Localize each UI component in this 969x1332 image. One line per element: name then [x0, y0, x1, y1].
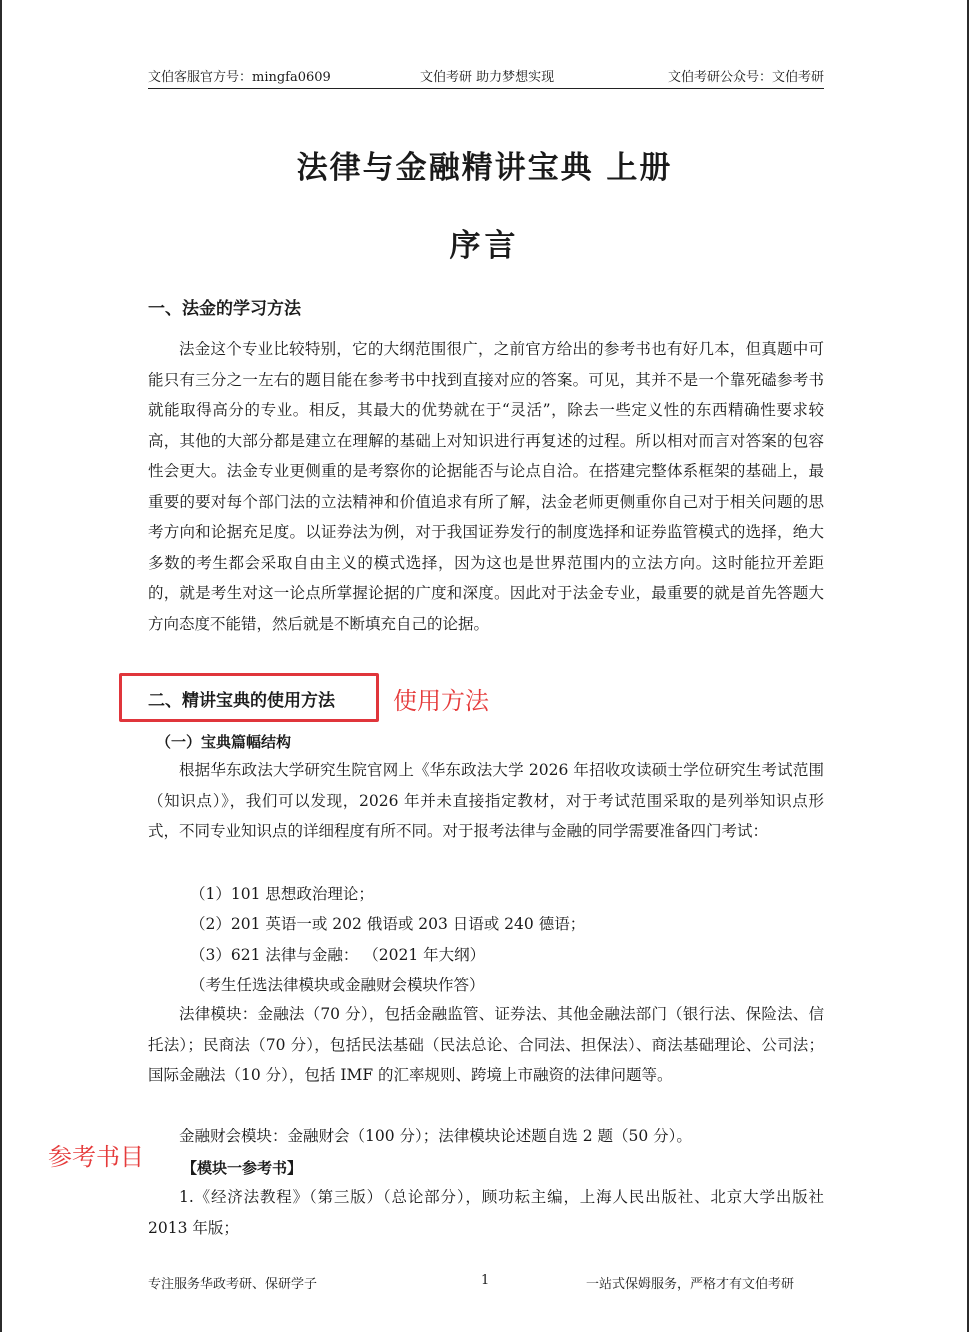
- header-center-text: 文伯考研 助力梦想实现: [420, 70, 555, 85]
- module-note: （考生任选法律模块或金融财会模块作答）: [190, 976, 485, 994]
- exam-item: （2）201 英语一或 202 俄语或 203 日语或 240 德语；: [190, 915, 586, 933]
- section1-heading: 一、法金的学习方法: [148, 299, 301, 319]
- subsection-heading: （一）宝典篇幅结构: [156, 733, 292, 751]
- exam-item: （1）101 思想政治理论；: [190, 885, 374, 903]
- finance-module-text: 金融财会模块：金融财会（100 分）；法律模块论述题自选 2 题（50 分）。: [179, 1127, 692, 1145]
- page-left-border: [0, 0, 2, 1332]
- section2-para1: 根据华东政法大学研究生院官网上《华东政法大学 2026 年招收攻读硕士学位研究生考试范围（知识点）》，我们可以发现，2026 年并未直接指定教材，对于考试范围采取的是列举知识点形式，不同专业知识点的详细程度有所不同。对于报考法律与金融的同学需要准备四门考试：: [148, 761, 824, 840]
- page-header: [148, 64, 824, 89]
- page-number: 1: [481, 1273, 490, 1288]
- section1-body: 法金这个专业比较特别，它的大纲范围很广，之前官方给出的参考书也有好几本，但真题中可能只有三分之一左右的题目能在参考书中找到直接对应的答案。可见，其并不是一个靠死磕参考书就能取得高分的专业。相反，其最大的优势就在于“灵活”，除去一些定义性的东西精确性要求较高，其他的大部分都是建立在理解的基础上对知识进行再复述的过程。所以相对而言对答案的包容性会更大。法金专业更侧重的是考察你的论据能否与论点自洽。在搭建完整体系框架的基础上，最重要的要对每个部门法的立法精神和价值追求有所了解，法金老师更侧重你自己对于相关问题的思考方向和论据充足度。以证券法为例，对于我国证券发行的制度选择和证券监管模式的选择，绝大多数的考生都会采取自由主义的模式选择，因为这也是世界范围内的立法方向。这时能拉开差距的，就是考生对这一论点所掌握论据的广度和深度。因此对于法金专业，最重要的就是首先答题大方向态度不能错，然后就是不断填充自己的论据。: [148, 340, 824, 633]
- exam-item: （3）621 法律与金融： （2021 年大纲）: [190, 946, 486, 964]
- footer-left-text: 专注服务华政考研、保研学子: [148, 1277, 318, 1292]
- reference-item: 1.《经济法教程》（第三版）（总论部分），顾功耘主编，上海人民出版社、北京大学出版社 2013 年版；: [148, 1188, 824, 1237]
- header-right-text: 文伯考研公众号：文伯考研: [667, 70, 824, 85]
- annotation-usage: 使用方法: [393, 687, 489, 715]
- footer-right-text: 一站式保姆服务，严格才有文伯考研: [586, 1277, 795, 1292]
- document-title: 法律与金融精讲宝典 上册: [296, 150, 673, 186]
- header-left-text: 文伯客服官方号：mingfa0609: [148, 70, 331, 85]
- reference-heading: 【模块一参考书】: [182, 1159, 303, 1177]
- annotation-references: 参考书目: [48, 1143, 144, 1171]
- document-subtitle: 序言: [449, 228, 520, 264]
- law-module-text: 法律模块：金融法（70 分），包括金融监管、证券法、其他金融法部门（银行法、保险法、信托法）；民商法（70 分），包括民法基础（民法总论、合同法、担保法）、商法基础理论、公司法；国际金融法（10 分），包括 IMF 的汇率规则、跨境上市融资的法律问题等。: [148, 1005, 824, 1084]
- section2-heading: 二、精讲宝典的使用方法: [148, 691, 335, 711]
